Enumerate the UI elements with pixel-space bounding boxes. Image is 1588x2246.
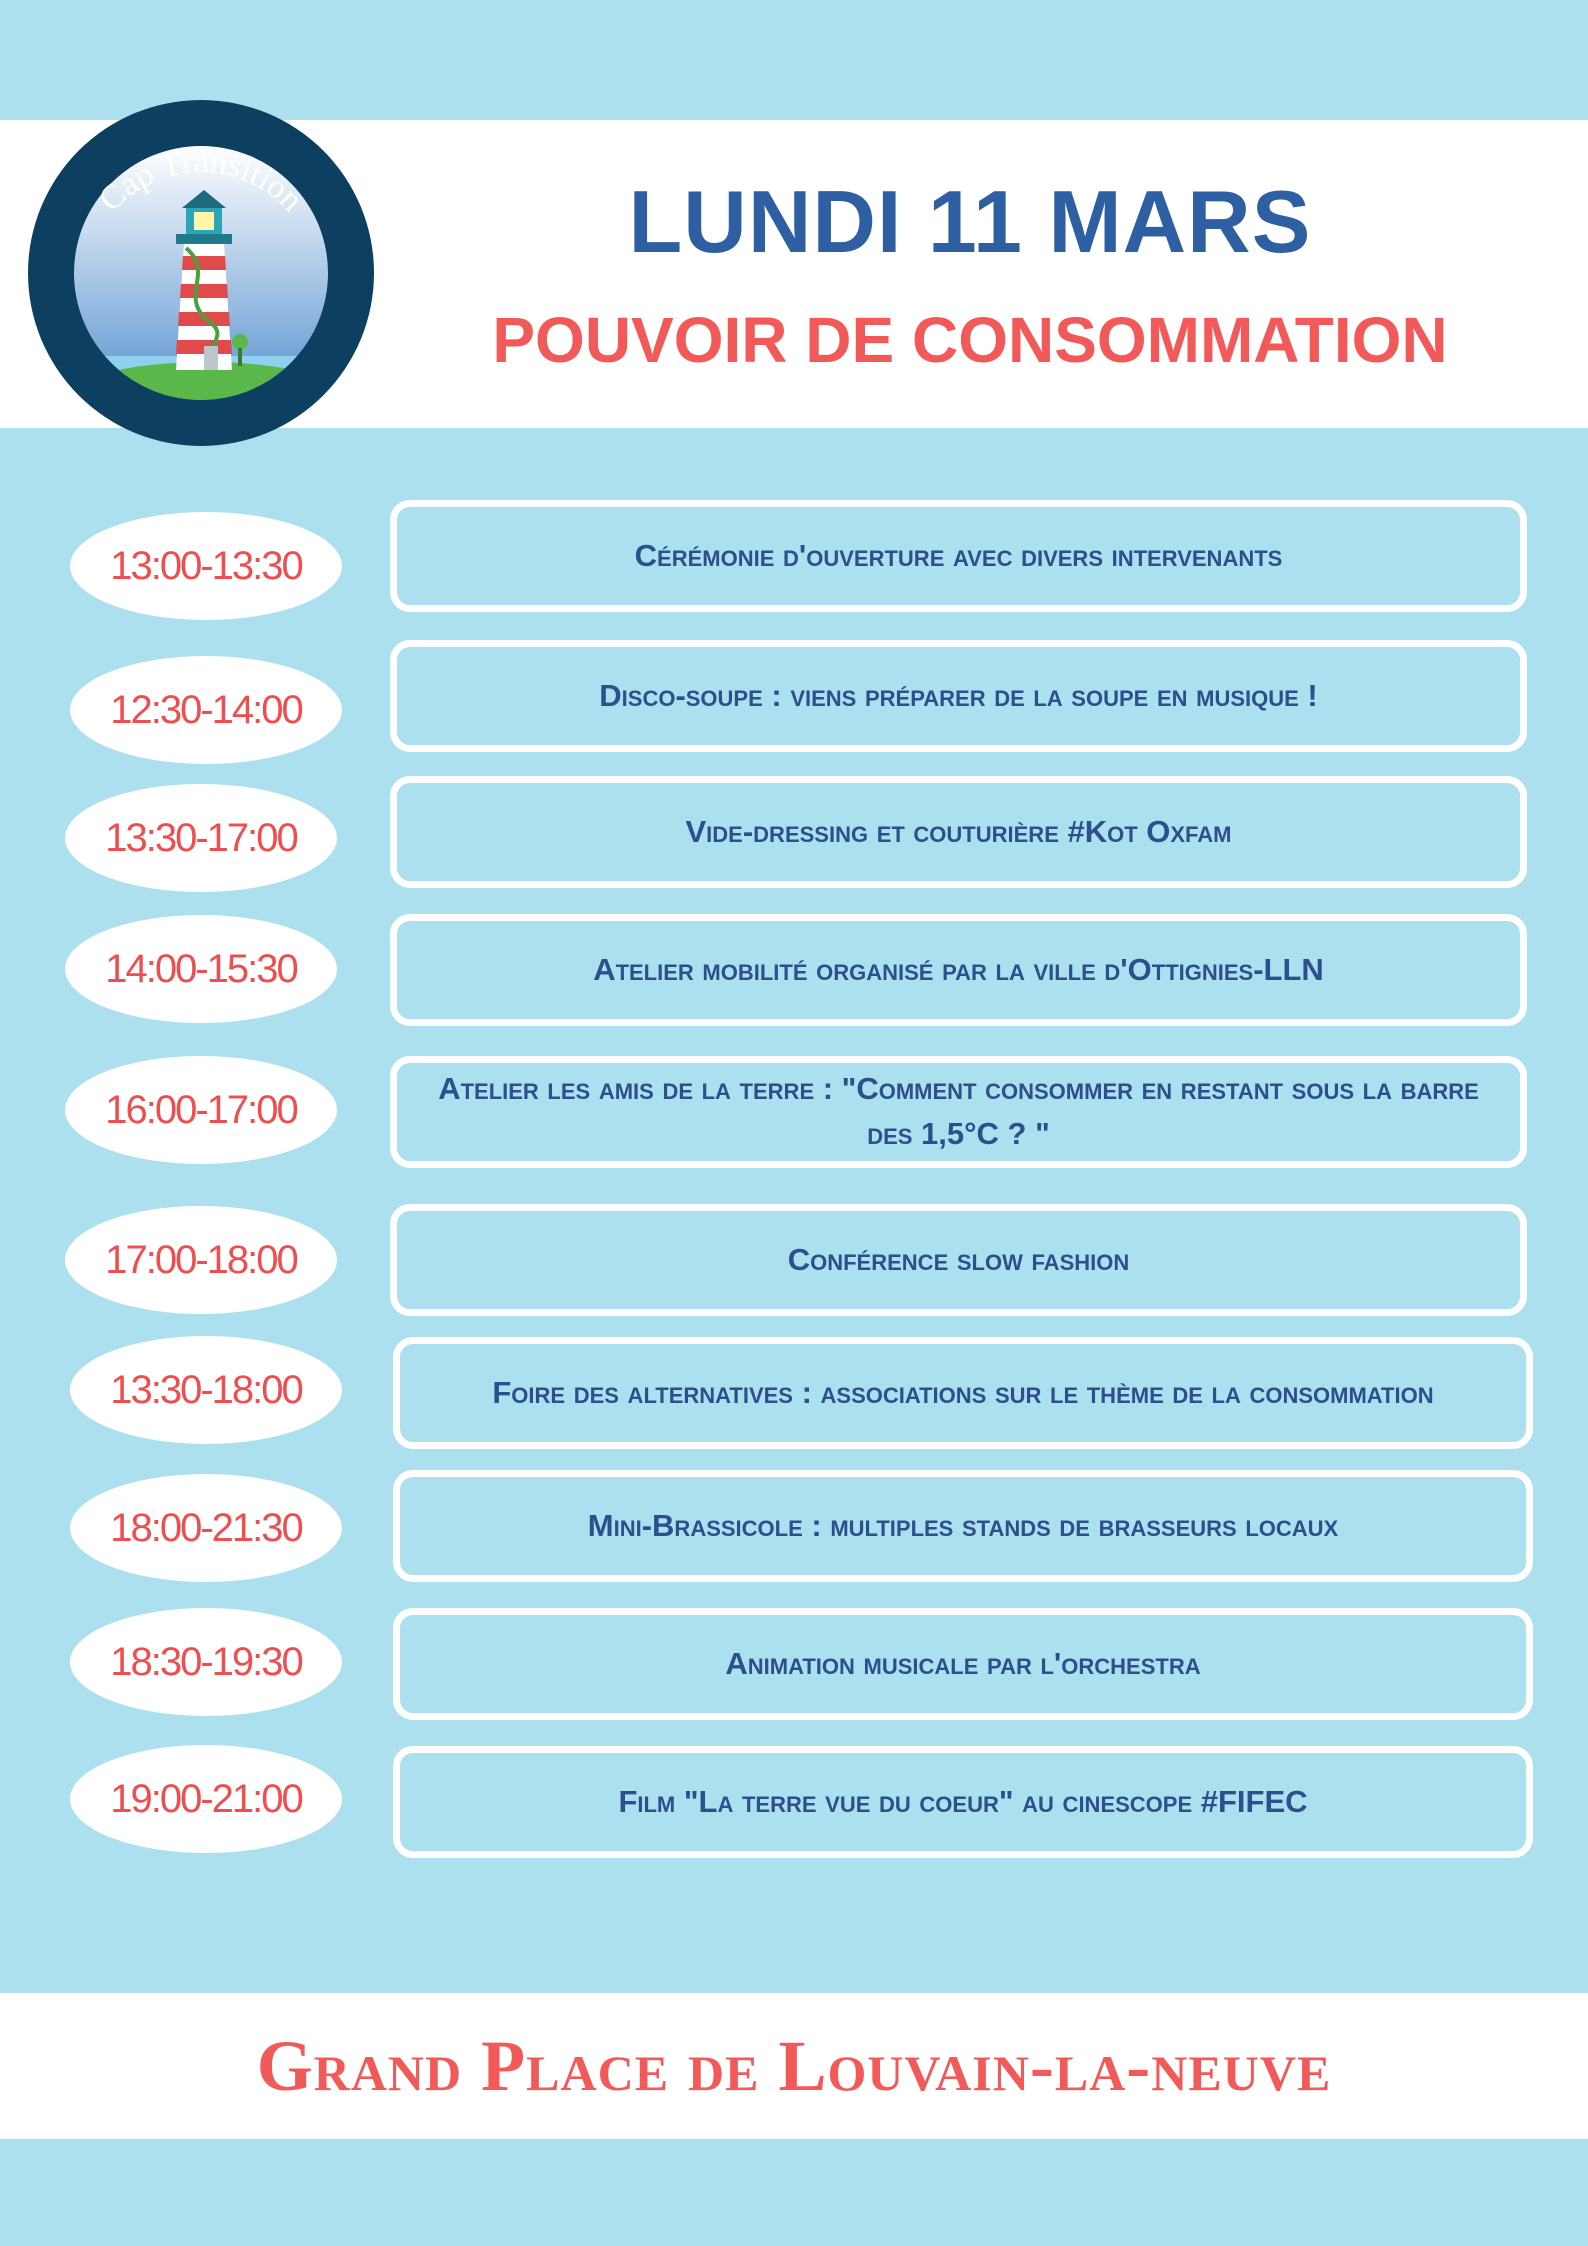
event-label: Film "La terre vue du coeur" au cinescope #FIFEC <box>618 1783 1308 1819</box>
time-slot: 17:00-18:00 <box>65 1206 337 1314</box>
event-item <box>393 1746 1533 1858</box>
event-item <box>390 914 1527 1026</box>
event-label: Conférence slow fashion <box>787 1241 1130 1277</box>
time-slot: 14:00-15:30 <box>65 915 337 1023</box>
time-slot: 18:30-19:30 <box>70 1608 342 1716</box>
event-item <box>390 776 1527 888</box>
time-slot: 19:00-21:00 <box>70 1745 342 1853</box>
page-subtitle: POUVOIR DE CONSOMMATION <box>492 304 1448 376</box>
time-slot: 13:30-18:00 <box>70 1336 342 1444</box>
time-slot: 16:00-17:00 <box>65 1056 337 1164</box>
event-label: Foire des alternatives : associations sur le thème de la consommation <box>492 1374 1434 1410</box>
event-item <box>390 1056 1527 1168</box>
page-title: LUNDI 11 MARS <box>628 172 1312 271</box>
event-label: Disco-soupe : viens préparer de la soupe en musique ! <box>599 677 1318 713</box>
event-location: Grand Place de Louvain-la-neuve <box>256 2025 1332 2106</box>
event-label: Atelier mobilité organisé par la ville d'Ottignies-LLN <box>593 951 1324 987</box>
event-item <box>390 1204 1527 1316</box>
time-slot: 12:30-14:00 <box>70 656 342 764</box>
event-item <box>390 640 1527 752</box>
event-label: Vide-dressing et couturière #Kot Oxfam <box>685 813 1232 849</box>
time-slot: 13:30-17:00 <box>65 784 337 892</box>
logo-text: Cap Transition <box>91 143 311 219</box>
event-item <box>393 1470 1533 1582</box>
event-label: Mini-Brassicole : multiples stands de brasseurs locaux <box>587 1507 1339 1543</box>
cap-transition-logo <box>26 98 376 448</box>
time-slot: 13:00-13:30 <box>70 512 342 620</box>
event-item <box>393 1608 1533 1720</box>
event-label: Animation musicale par l'orchestra <box>725 1645 1201 1681</box>
event-label: Atelier les amis de la terre : "Comment consommer en restant sous la barre des 1,5°C ? " <box>438 1071 1479 1151</box>
event-item <box>390 500 1527 612</box>
event-item <box>393 1337 1533 1449</box>
event-label: Cérémonie d'ouverture avec divers intervenants <box>634 537 1283 573</box>
time-slot: 18:00-21:30 <box>70 1474 342 1582</box>
